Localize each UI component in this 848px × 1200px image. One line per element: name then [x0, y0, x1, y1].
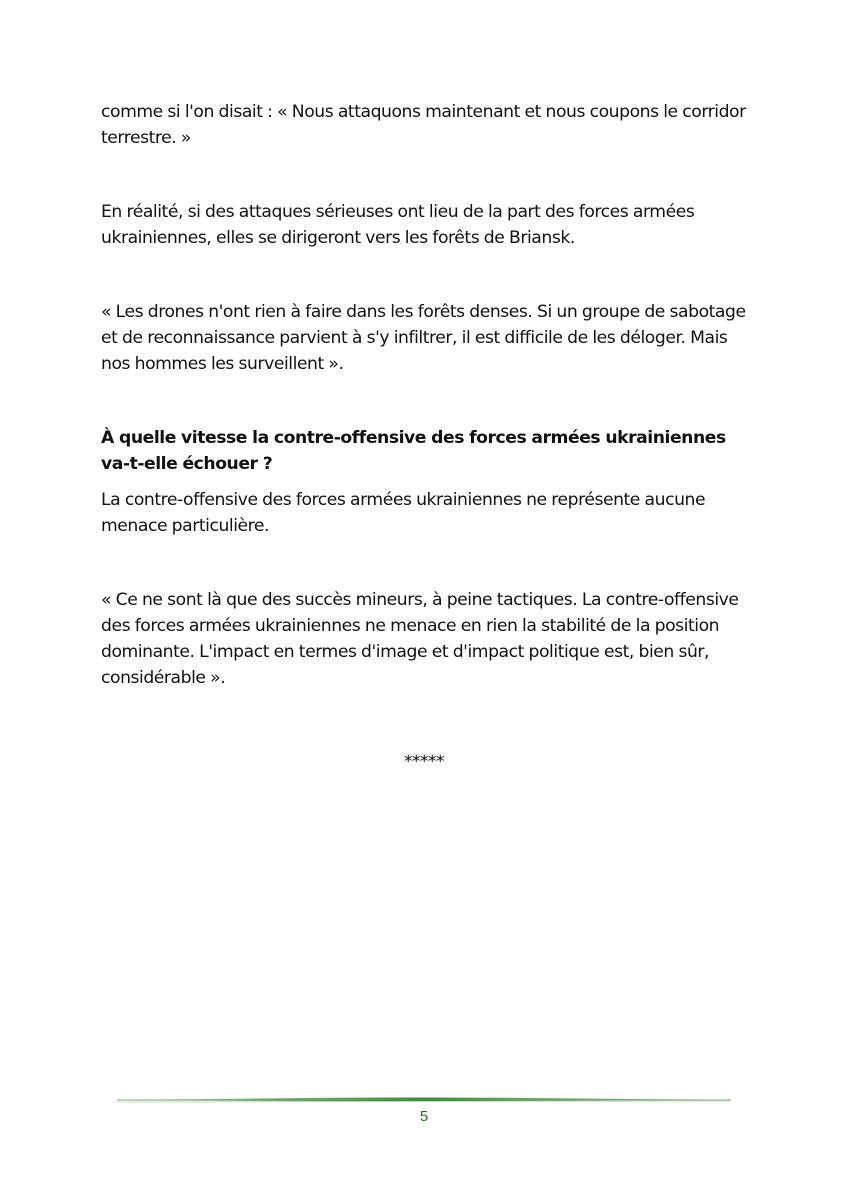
section-heading: À quelle vitesse la contre-offensive des forces armées ukrainiennes va-t-elle échouer ? — [101, 428, 726, 474]
paragraph-briansk-forests: En réalité, si des attaques sérieuses ont lieu de la part des forces armées ukrainiennes, elles se dirigeront vers les forêts de Briansk. — [101, 202, 695, 248]
page-number: 5 — [419, 1108, 429, 1125]
paragraph-minor-successes-quote: « Ce ne sont là que des succès mineurs, à peine tactiques. La contre-offensive des forces armées ukrainiennes ne menace en rien la stabilité de la position dominante. L'impact en termes d'image et d'impact politique est, bien sûr, considérable ». — [101, 590, 739, 688]
section-separator: ***** — [404, 752, 444, 772]
paragraph-corridor-quote: comme si l'on disait : « Nous attaquons maintenant et nous coupons le corridor terrestre. » — [101, 102, 746, 148]
paragraph-counteroffensive: La contre-offensive des forces armées ukrainiennes ne représente aucune menace particulière. — [101, 490, 706, 536]
paragraph-drones-quote: « Les drones n'ont rien à faire dans les forêts denses. Si un groupe de sabotage et de reconnaissance parvient à s'y infiltrer, il est difficile de les déloger. Mais nos hommes les surveillent ». — [101, 302, 746, 374]
footer-rule — [117, 1092, 731, 1108]
document-body — [101, 99, 747, 691]
